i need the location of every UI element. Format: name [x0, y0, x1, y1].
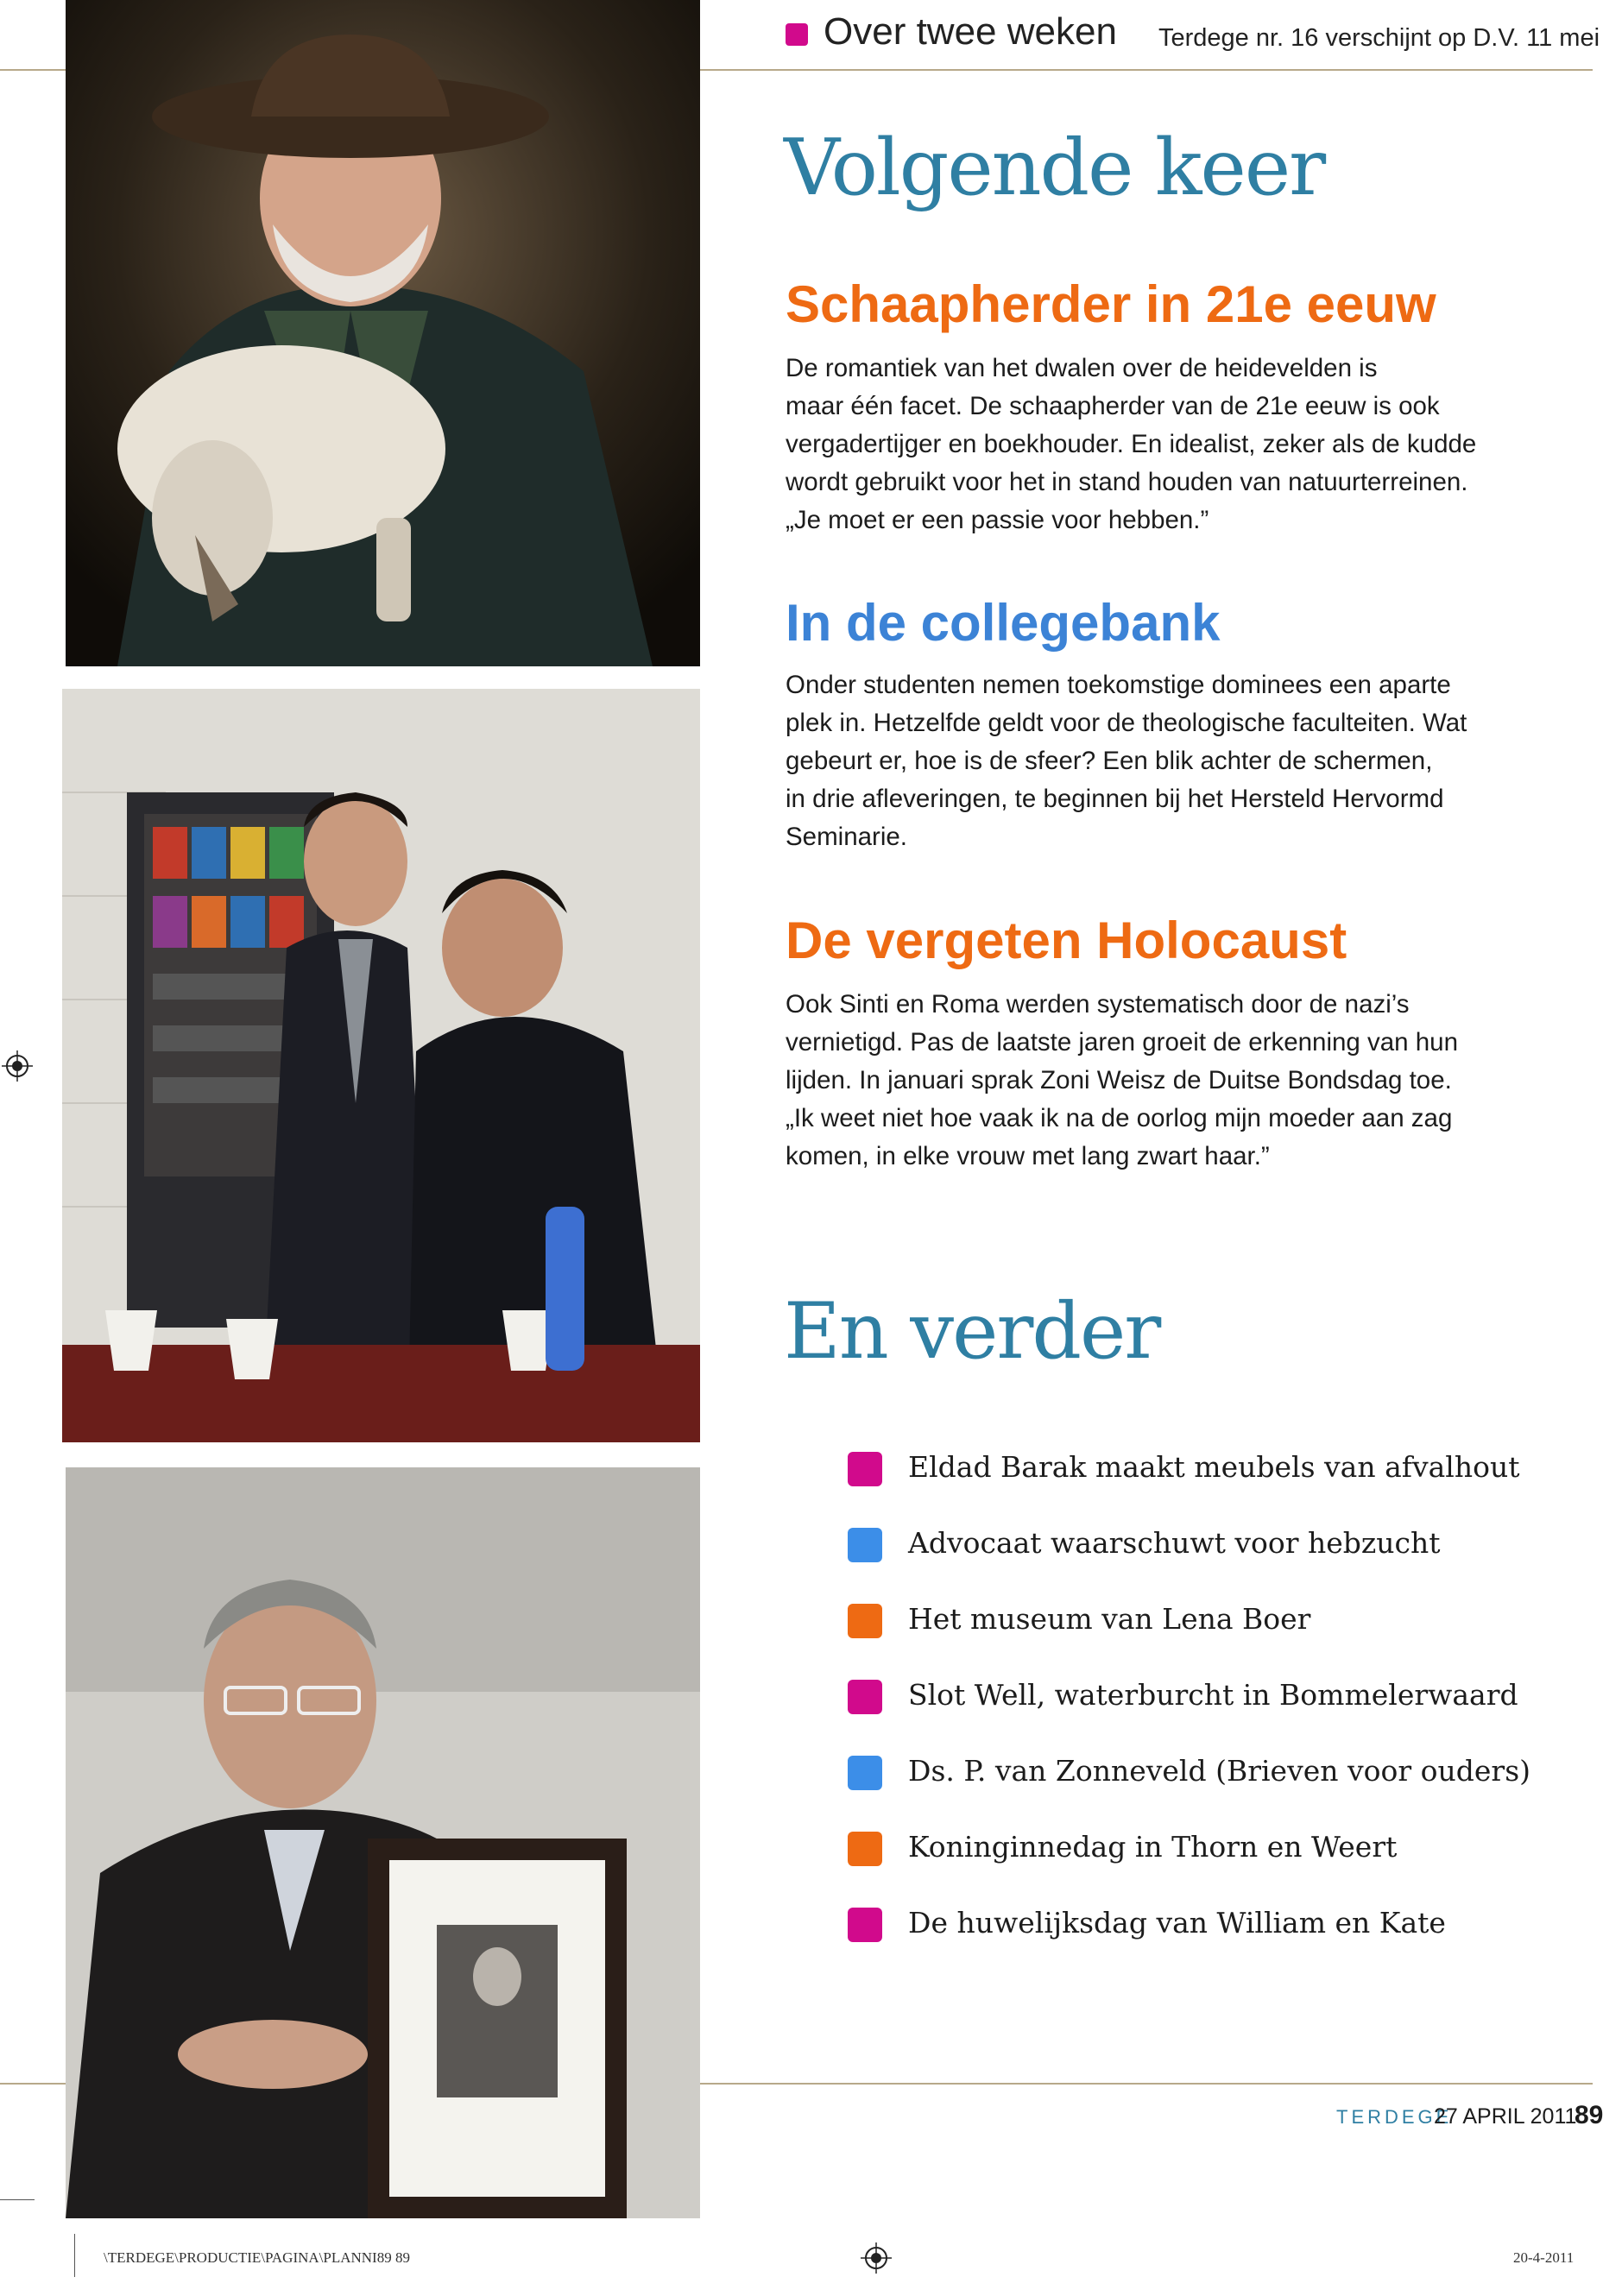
- photo-portrait-illustration: [66, 1467, 700, 2218]
- article-title-collegebank: In de collegebank: [786, 594, 1221, 652]
- body-line: „Je moet er een passie voor hebben.”: [786, 506, 1209, 534]
- crop-mark-horizontal: [0, 2199, 35, 2200]
- body-line: Onder studenten nemen toekomstige dominees een aparte: [786, 671, 1451, 699]
- body-line: gebeurt er, hoe is de sfeer? Een blik achter de schermen,: [786, 747, 1433, 775]
- list-square-marker: [848, 1528, 882, 1562]
- article-body-schaapherder: [786, 350, 1528, 539]
- list-square-marker: [848, 1832, 882, 1866]
- article-title-schaapherder: Schaapherder in 21e eeuw: [786, 275, 1436, 333]
- folio-date: 27 APRIL 2011: [1434, 2104, 1577, 2129]
- top-rule: [700, 69, 1593, 71]
- list-square-marker: [848, 1452, 882, 1486]
- registration-mark-icon: [861, 2242, 892, 2274]
- body-line: wordt gebruikt voor het in stand houden van natuurterreinen.: [786, 468, 1468, 496]
- list-square-marker: [848, 1680, 882, 1714]
- top-rule-left: [0, 69, 66, 71]
- bottom-rule: [700, 2083, 1593, 2085]
- photo-shepherd: [66, 0, 700, 666]
- photo-students-illustration: [62, 689, 700, 1442]
- page-number: 89: [1575, 2101, 1603, 2129]
- list-item-label: De huwelijksdag van William en Kate: [908, 1906, 1446, 1940]
- list-square-marker: [848, 1604, 882, 1638]
- header-square-marker: [786, 23, 808, 46]
- header-title: Over twee weken: [824, 10, 1117, 53]
- bottom-rule-left: [0, 2083, 66, 2085]
- list-item-label: Advocaat waarschuwt voor hebzucht: [908, 1526, 1441, 1560]
- article-body-holocaust: [786, 986, 1528, 1176]
- en-verder-heading: En verder: [784, 1286, 1160, 1377]
- list-item-label: Het museum van Lena Boer: [908, 1602, 1311, 1636]
- slug-date: 20-4-2011: [1513, 2249, 1575, 2266]
- list-square-marker: [848, 1756, 882, 1790]
- registration-mark-icon: [2, 1050, 33, 1082]
- article-title-holocaust: De vergeten Holocaust: [786, 911, 1347, 969]
- body-line: Ook Sinti en Roma werden systematisch door de nazi’s: [786, 990, 1410, 1019]
- body-line: vergadertijger en boekhouder. En idealist, zeker als de kudde: [786, 430, 1477, 458]
- volgende-keer-heading: Volgende keer: [784, 123, 1325, 213]
- header-subtitle: Terdege nr. 16 verschijnt op D.V. 11 mei: [1158, 24, 1600, 52]
- body-line: komen, in elke vrouw met lang zwart haar.”: [786, 1142, 1270, 1170]
- slug-path: \TERDEGE\PRODUCTIE\PAGINA\PLANNI89 89: [104, 2249, 410, 2266]
- list-square-marker: [848, 1908, 882, 1942]
- body-line: lijden. In januari sprak Zoni Weisz de Duitse Bondsdag toe.: [786, 1066, 1452, 1094]
- list-item-label: Ds. P. van Zonneveld (Brieven voor ouders): [908, 1754, 1531, 1788]
- body-line: „Ik weet niet hoe vaak ik na de oorlog mijn moeder aan zag: [786, 1104, 1453, 1132]
- photo-students: [62, 689, 700, 1442]
- folio-brand: TERDEGE: [1336, 2106, 1453, 2128]
- body-line: in drie afleveringen, te beginnen bij het Hersteld Hervormd: [786, 785, 1444, 813]
- crop-mark-vertical: [74, 2234, 75, 2277]
- body-line: plek in. Hetzelfde geldt voor de theologische faculteiten. Wat: [786, 709, 1467, 737]
- body-line: vernietigd. Pas de laatste jaren groeit de erkenning van hun: [786, 1028, 1458, 1057]
- article-body-collegebank: [786, 666, 1528, 856]
- photo-shepherd-illustration: [66, 0, 700, 666]
- photo-portrait: [66, 1467, 700, 2218]
- list-item-label: Koninginnedag in Thorn en Weert: [908, 1830, 1398, 1864]
- body-line: Seminarie.: [786, 823, 908, 851]
- body-line: De romantiek van het dwalen over de heidevelden is: [786, 354, 1378, 382]
- body-line: maar één facet. De schaapherder van de 21e eeuw is ook: [786, 392, 1440, 420]
- list-item-label: Slot Well, waterburcht in Bommelerwaard: [908, 1678, 1518, 1712]
- list-item-label: Eldad Barak maakt meubels van afvalhout: [908, 1450, 1520, 1484]
